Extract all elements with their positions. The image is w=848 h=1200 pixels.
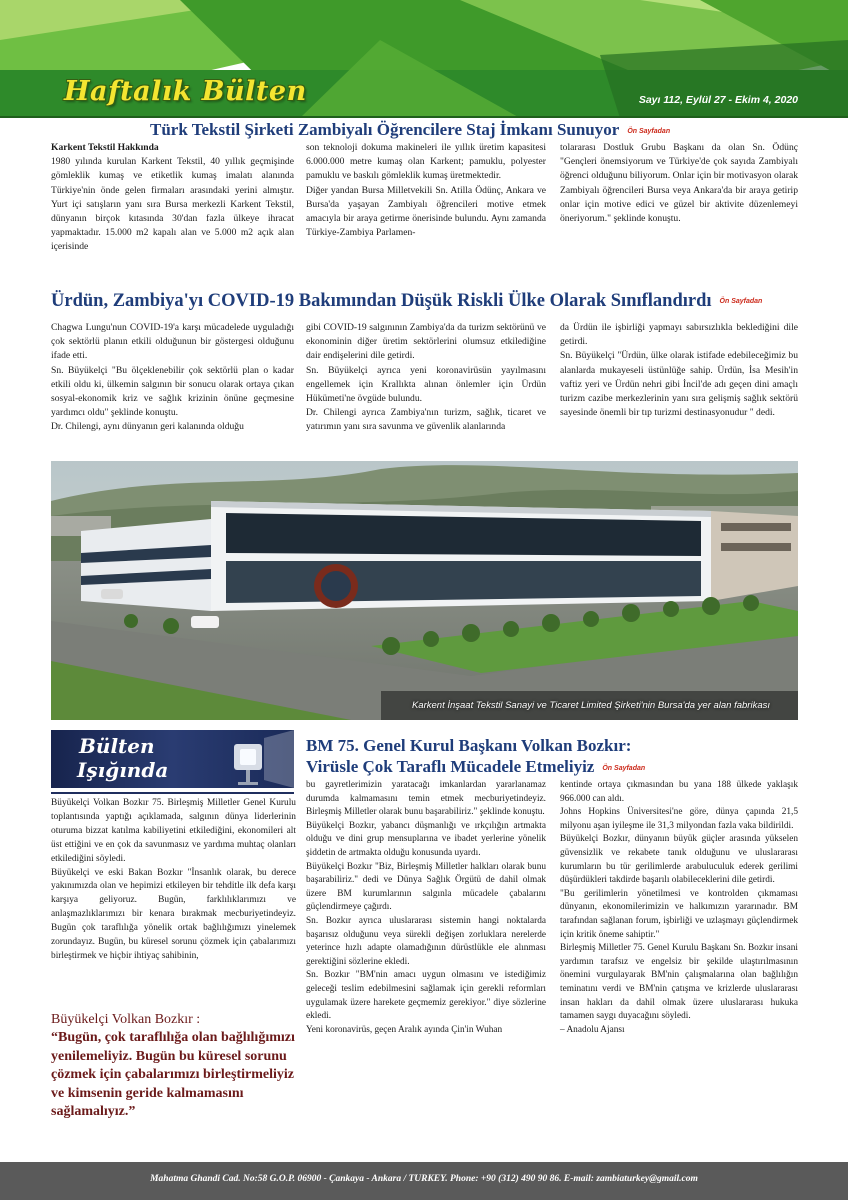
factory-photo	[51, 461, 798, 720]
pull-quote-speaker: Büyükelçi Volkan Bozkır :	[51, 1012, 201, 1027]
article2-col3-para1: da Ürdün ile işbirliği yapmayı sabırsızlıkla beklediğini dile getirdi.	[560, 322, 798, 348]
article1-title-text: Türk Tekstil Şirketi Zambiyalı Öğrencilere Staj İmkanı Sunuyor	[150, 120, 620, 139]
photo-caption: Karkent İnşaat Tekstil Sanayi ve Ticaret Limited Şirketi'nin Bursa'da yer alan fabrikası	[411, 700, 770, 711]
article1-column-2	[306, 141, 546, 240]
spotlight-icon	[204, 730, 294, 788]
article3-title	[306, 735, 645, 779]
article2-source-tag: Ön Sayfadan	[719, 298, 763, 306]
article3-title-line2: Virüsle Çok Taraflı Mücadele Etmeliyiz	[306, 757, 595, 776]
newsletter-brand-title: Haftalık Bülten	[64, 76, 307, 107]
article2-col3-para2: Sn. Büyükelçi "Ürdün, ülke olarak istifade edebileceğimiz bu alanlarda mukayeseli üstünlüğe sahip. Ürdün, İsa Mesih'in vaftiz yeri ve Ürdün nehri gibi İncil'de adı geçen dini amaçlı turizm cazibe merkezlerinin yanı sıra gelişmiş sağlık sektörü sayesinde önemli bir tıp turizmi destinasyonudur " dedi.	[560, 350, 798, 419]
article3-col2-para5: Sn. Bozkır "BM'nin amacı uygun olmasını ve istediğimiz geleceği teslim edebilmesini sağlamak için gerekli reformları uygulamak üzere harekete geçmemiz gerekiyor." diye sözlerine ekledi.	[306, 970, 546, 1022]
article3-col3-source: – Anadolu Ajansı	[560, 1024, 625, 1035]
factory-illustration	[51, 461, 798, 720]
article2-col2-para1: gibi COVID-19 salgınının Zambiya'da da turizm sektörünü ve ekonominin diğer üretim sektörlerini olumsuz etkilediğine dair endişelerini dile getirdi.	[306, 322, 546, 362]
article1-source-tag: Ön Sayfadan	[627, 127, 671, 135]
article2-col1-para2: Sn. Büyükelçi "Bu ölçeklenebilir çok sektörlü plan o kadar etkili oldu ki, ülkemin salgının bir sonucu olarak ortaya çıkan sosyal-ekonomik kriz ve sağlık krizinin önüne geçmesine yardımcı oldu" şeklinde konuştu.	[51, 364, 294, 419]
article2-column-3	[560, 321, 798, 420]
article2-title	[51, 291, 762, 312]
article2-column-1	[51, 321, 294, 435]
article1-col2-para1: son teknoloji dokuma makineleri ile yıllık üretim kapasitesi 6.000.000 metre kumaş olan Karkent; pamuklu, polyester pamuklu ve baskılı gömleklik kumaş üretmektedir.	[306, 142, 546, 182]
pull-quote	[51, 1011, 296, 1122]
article3-col1-para1: Büyükelçi Volkan Bozkır 75. Birleşmiş Milletler Genel Kurulu toplantısında yaptığı açıklamada, salgının dünya liderlerinin oturuma bizzat katılma kabiliyetini etkilediğini, ekonomileri alt üst ettiğini ve en çok da savunmasız ve yardıma muhtaç olanları etkilediğini söyledi.	[51, 798, 296, 864]
article3-col3-para4: "Bu gerilimlerin yönetilmesi ve kontrolden çıkmaması dünyanın, ekonomilerimizin ve halkımızın yararınadır. BM tarafından sağlanan forum, işbirliği ve uzlaşmayı güçlendirmek için kritik öneme sahiptir."	[560, 888, 798, 940]
article3-column-3	[560, 779, 798, 1037]
article2-col2-para3: Dr. Chilengi ayrıca Zambiya'nın turizm, sağlık, ticaret ve yatırımın yanı sıra savunma ve güvenlik alanlarında	[306, 407, 546, 433]
article3-col3-para3: Büyükelçi Bozkır, dünyanın büyük güçler arasında yükselen güvensizlik ve rekabete tanık olduğunu ve uluslararası kurumların bu tür gerilimlerde arabuluculuk ederek gerilimi düşürdükleri takdirde başarılı olabileceklerini dile getirdi.	[560, 834, 798, 886]
article3-col3-para2: Johns Hopkins Üniversitesi'ne göre, dünya çapında 21,5 milyonu aşan iyileşme ile 31,3 milyondan fazla vaka bildirildi.	[560, 807, 798, 831]
bulten-isiginda-box	[51, 730, 294, 788]
sidebar-title-line1: Bülten	[79, 734, 155, 758]
article3-col2-para6: Yeni koronavirüs, geçen Aralık ayında Çin'in Wuhan	[306, 1024, 503, 1035]
article1-column-3	[560, 141, 798, 226]
article3-col1-para2: Büyükelçi ve eski Bakan Bozkır "İnsanlık olarak, bu derece yakınımızda olan ve hepimizi etkileyen bir tehditle ilk defa karşı karşıya geliyoruz. Bugün, farklılıklarımızı ve anlaşmazlıklarımızı bir kenara bırakmak mecburiyetindeyiz. Bugün çok taraflılığa yönelik ortak bağlılığımızı yinelemek zorundayız. Bugün, bu küresel sorunu çözmek için çabalarımızı birleştirmek ve hiçbir ihtiyaç sahibinin,	[51, 867, 296, 961]
sidebar-title-line2: Işığında	[77, 758, 169, 782]
article2-title-text: Ürdün, Zambiya'yı COVID-19 Bakımından Düşük Riskli Ülke Olarak Sınıflandırdı	[51, 291, 712, 311]
page-footer	[0, 1162, 848, 1200]
article3-col2-para2: Büyükelçi Bozkır, yabancı düşmanlığı ve ırkçılığın artmakta olduğu ve dini grup mensuplarına ve ibadet yerlerine yönelik şiddetin de artmakta olduğu konusunda uyardı.	[306, 820, 546, 858]
article1-col3-text: tolararası Dostluk Grubu Başkanı da olan Sn. Ödünç "Gençleri önemsiyorum ve Türkiye'de çok sayıda Zambiyalı öğrenci olduğunu biliyorum. Onlar için bir motivasyon olarak Zambiyalı öğrencileri Bursa veya Ankara'da bir araya getirip onlar için motive edici ve güzel bir aktivite düzenlemeyi öneriyorum." şeklinde konuştu.	[560, 142, 798, 225]
article1-subhead: Karkent Tekstil Hakkında	[51, 142, 159, 153]
footer-contact: Mahatma Ghandi Cad. No:58 G.O.P. 06900 - Çankaya - Ankara / TURKEY. Phone: +90 (312) 490 90 86. E-mail: zambiaturkey@gmail.com	[150, 1174, 698, 1184]
article1-column-1	[51, 141, 294, 255]
page-header	[0, 0, 848, 118]
article3-col3-para5: Birleşmiş Milletler 75. Genel Kurulu Başkanı Sn. Bozkır insani yardımın tarafsız ve engelsiz bir şekilde ulaştırılmasının önemini vurgulayarak BM'nin çalışmalarına olan bağlılığın teminatını verdi ve BM'nin çatışma ve krizlerde uluslararası insan hakları da dahil olmak üzere uluslararası hukuka tamamen saygı duyacağını söyledi.	[560, 943, 798, 1022]
article2-column-2	[306, 321, 546, 435]
article1-col2-para2: Diğer yandan Bursa Milletvekili Sn. Atilla Ödünç, Ankara ve Bursa'da yaşayan Zambiyalı öğrencileri motive etmek amacıyla bir araya getirme önerisinde bulundu. Aynı zamanda Türkiye-Zambiya Parlamen-	[306, 184, 546, 239]
article2-col2-para2: Sn. Büyükelçi ayrıca yeni koronavirüsün yayılmasını engellemek için Krallıkta alınan önlemler için Ürdün Hükümeti'ne övgüde bulundu.	[306, 364, 546, 405]
article3-col3-para1: kentinde ortaya çıkmasından bu yana 188 ülkede yaklaşık 966.000 can aldı.	[560, 780, 798, 804]
article3-col2-para3: Büyükelçi Bozkır "Biz, Birleşmiş Milletler halkları olarak bunu başarabiliriz." dedi ve Dünya Sağlık Örgütü de dahil olmak üzere BM kurumlarının salgınla mücadele çabalarını güçlendirmeye çağırdı.	[306, 861, 546, 913]
article1-col1-text: 1980 yılında kurulan Karkent Tekstil, 40 yıllık geçmişinde gömleklik kumaş ve etiketlik kumaş imalatı alanında Türkiye'nin önde gelen firmaları arasındaki yerini almıştır. Yurt içi satışların yanı sıra Bursa merkezli Karkent Tekstil, dünyanın birçok kıtasında 30'dan fazla ülkeye ihracat yapmaktadır. 15.000 m2 kapalı alan ve 5.000 m2 açık alan içerisinde	[51, 156, 294, 253]
article3-col2-para1: bu gayretlerimizin yaratacağı imkanlardan yararlanamaz durumda kalmamasını temin etmek mecburiyetindeyiz. Birleşmiş Milletler olarak bunu başarabiliriz." şeklinde konuştu.	[306, 780, 546, 818]
article3-source-tag: Ön Sayfadan	[602, 764, 646, 772]
article1-title	[150, 120, 670, 140]
article2-col1-para3: Dr. Chilengi, aynı dünyanın geri kalanında olduğu	[51, 421, 244, 433]
article3-col2-para4: Sn. Bozkır ayrıca uluslararası sistemin hangi noktalarda başarısız olduğunu veya sürekli değişen zorluklara nerelerde yeterince hızlı adapte olamadığının dürüstlükle ele alınması gerektiğini sözlerine ekledi.	[306, 915, 546, 967]
issue-info: Sayı 112, Eylül 27 - Ekim 4, 2020	[638, 94, 798, 106]
article3-title-line1: BM 75. Genel Kurul Başkanı Volkan Bozkır:	[306, 736, 632, 755]
article3-column-1	[51, 797, 296, 964]
article2-col1-para1: Chagwa Lungu'nun COVID-19'a karşı mücadelede uyguladığı çok sektörlü planın etkili olduğunun bir göstergesi olduğunu ifade etti.	[51, 322, 294, 362]
sidebar-divider	[51, 792, 294, 794]
article3-column-2	[306, 779, 546, 1037]
pull-quote-text: “Bugün, çok taraflılığa olan bağlılığımızı yenilemeliyiz. Bugün bu küresel sorunu çözmek için çabalarımızı birleştirmeliyiz ve kimsenin geride kalmamasını sağlamalıyız.”	[51, 1030, 295, 1119]
